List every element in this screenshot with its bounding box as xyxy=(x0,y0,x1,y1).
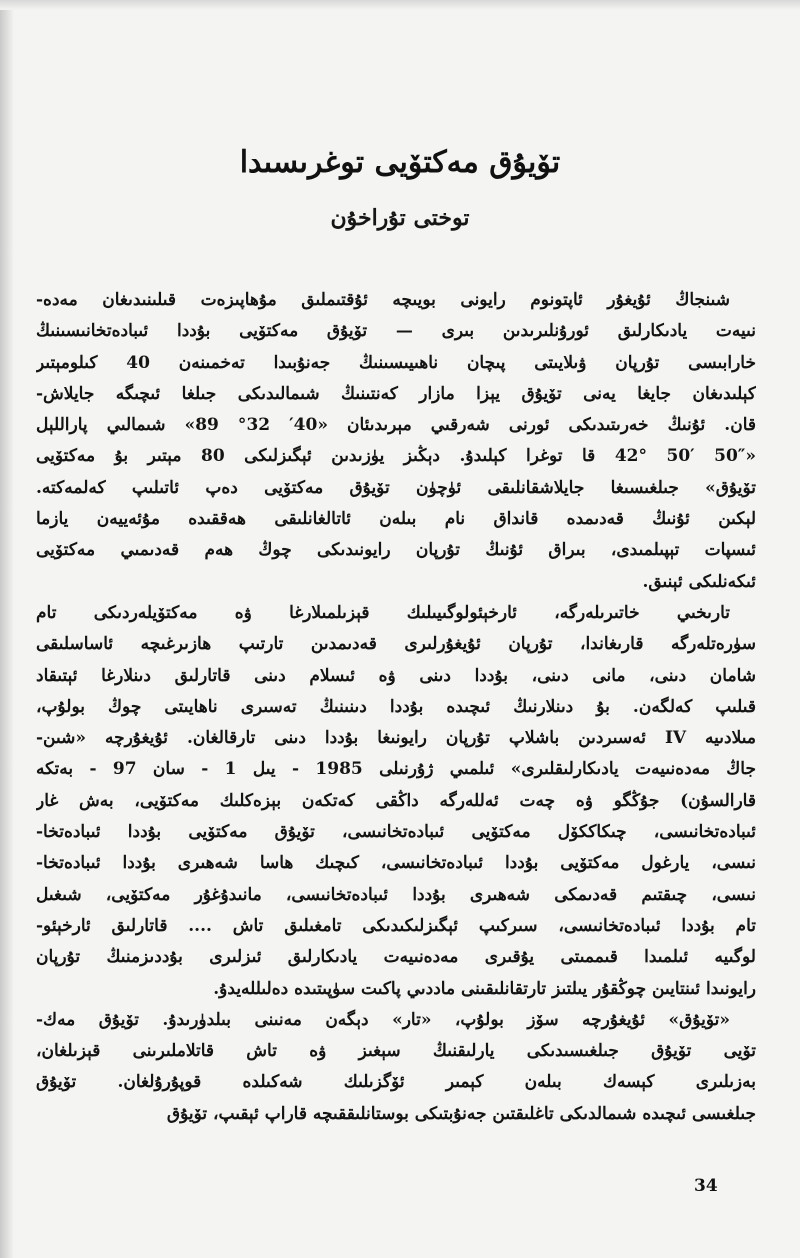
text-line: تارىخىي خاتىرىلەرگە، ئارخېئولوگىيىلىك قېزىلمىلارغا ۋە مەكتۆيلەردىكى تام xyxy=(36,602,730,623)
text-line: تۆيۇق» جىلغىسىغا جايلاشقانلىقى ئۈچۈن تۆيۇق مەكتۆيى دەپ ئاتىلىپ كەلمەكتە. xyxy=(36,477,756,498)
text-line: لوگىيە ئىلمىدا قىممىتى يۇقىرى مەدەنىيەت يادىكارلىق ئىزلىرى بۇددىزمنىڭ تۇرپان xyxy=(36,947,756,968)
text-line: تۆيى تۆيۇق جىلغىسىدىكى يارلىقنىڭ سېغىز ۋە تاش قاتلاملىرىنى قېزىلغان، xyxy=(36,1041,756,1062)
text-line: خارابىسى تۇرپان ۋىلايىتى پىچان ناھىيىسىنىڭ جەنۇبىدا تەخمىنەن 40 كىلومېتىر xyxy=(36,352,756,373)
text-line: لېكىن ئۇنىڭ قەدىمدە قانداق نام بىلەن ئاتالغانلىقى ھەققىدە مۇئەييەن يازما xyxy=(36,509,756,530)
text-line: جاڭ مەدەنىيەت يادىكارلىقلىرى» ئىلمىي ژۇرنىلى 1985 - يىل 1 - سان 97 - بەتكە xyxy=(36,759,756,780)
text-line: شامان دىنى، مانى دىنى، بۇددا دىنى ۋە ئىسلام دىنى قاتارلىق دىنلارغا ئېتىقاد xyxy=(36,665,756,686)
article-title: تۆيۇق مەكتۆيى توغرىسىدا xyxy=(239,145,561,180)
scan-edge-shadow xyxy=(0,0,14,1258)
text-line: تام بۇددا ئىبادەتخانىسى، سىركىپ ئېگىزلىكىدىكى تامغىلىق تاش .... قاتارلىق ئارخېئو- xyxy=(36,915,756,936)
text-line: جىلغىسى ئىچىدە شىمالدىكى تاغلىقتىن جەنۇبتىكى بوستانلىققىچە قاراپ ئېقىپ، تۆيۇق xyxy=(166,1103,756,1124)
text-line: قان. ئۇنىڭ خەرىتىدىكى ئورنى شەرقىي مېرىدىئان «40′ 32° 89» شىمالىي پاراللېل xyxy=(36,415,756,436)
text-line: ئىبادەتخانىسى، چىكاككۆل مەكتۆيى ئىبادەتخانىسى، تۆيۇق مەكتۆيى بۇددا ئىبادەتخا- xyxy=(36,822,756,843)
page-number: 34 xyxy=(694,1176,718,1196)
text-line: ئىسپات تېپىلمىدى، بىراق ئۇنىڭ تۇرپان رايونىدىكى چوڭ ھەم قەدىمىي مەكتۆيى xyxy=(36,540,756,561)
text-line: نىسى، چىقتىم قەدىمكى شەھىرى بۇددا ئىبادەتخانىسى، مانىدۇغۇر مەكتۆيى، شىغىل xyxy=(36,884,756,905)
text-line: «تۆيۇق» ئۇيغۇرچە سۆز بولۇپ، «تار» دېگەن مەنىنى بىلدۈرىدۇ. تۆيۇق مەك- xyxy=(36,1009,730,1030)
text-line: ئىكەنلىكى ئېنىق. xyxy=(642,571,756,592)
text-line: نىسى، يارغول مەكتۆيى بۇددا ئىبادەتخانىسى، كىچىك ھاسا شەھىرى بۇددا ئىبادەتخا- xyxy=(36,853,756,874)
scan-top-shadow xyxy=(0,0,800,10)
text-line: «50″ 50′ 42° قا توغرا كېلىدۇ. دېڭىز يۈزىدىن ئېگىزلىكى 80 مېتىر بۇ مەكتۆيى xyxy=(36,446,756,467)
text-line: بەزىلىرى كېسەك بىلەن كېمىر ئۆگزىلىك شەكىلدە قوپۇرۇلغان. تۆيۇق xyxy=(36,1072,756,1093)
article-author: توختى تۇراخۇن xyxy=(330,205,470,231)
text-line: نىيەت يادىكارلىق ئورۇنلىرىدىن بىرى — تۆيۇق مەكتۆيى بۇددا ئىبادەتخانىسىنىڭ xyxy=(36,321,756,342)
text-line: كېلىدىغان جايغا يەنى تۆيۇق يېزا مازار كەنتىنىڭ شىمالىدىكى جىلغا ئىچىگە جايلاش- xyxy=(36,383,756,404)
paragraph xyxy=(36,598,756,1005)
text-line: قارالسۇن) جۇڭگو ۋە چەت ئەللەرگە داڭقى كەتكەن بېزەكلىك مەكتۆيى، بەش غار xyxy=(36,790,756,811)
paragraph xyxy=(36,285,756,598)
text-line: سۈرەتلەرگە قارىغاندا، تۇرپان ئۇيغۇرلىرى قەدىمدىن تارتىپ ھازىرغىچە ئاساسلىقى xyxy=(36,634,756,655)
text-line: رايونىدا ئىنتايىن چوڭقۇر يىلتىز تارتقانلىقىنى ماددىي پاكىت سۈپىتىدە دەلىللەيدۇ. xyxy=(213,978,756,999)
text-line: شىنجاڭ ئۇيغۇر ئاپتونوم رايونى بويىچە ئۇقتىملىق مۇھاپىزەت قىلىنىدىغان مەدە- xyxy=(36,290,730,310)
text-line: قىلىپ كەلگەن. بۇ دىنلارنىڭ ئىچىدە بۇددا دىنىنىڭ تەسىرى ناھايىتى چوڭ بولۇپ، xyxy=(36,696,756,717)
article-body xyxy=(36,285,756,1130)
paragraph xyxy=(36,1005,756,1130)
text-line: مىلادىيە IV ئەسىردىن باشلاپ تۇرپان رايونىغا بۇددا دىنى تارقالغان. ئۇيغۇرچە «شىن- xyxy=(36,728,756,749)
